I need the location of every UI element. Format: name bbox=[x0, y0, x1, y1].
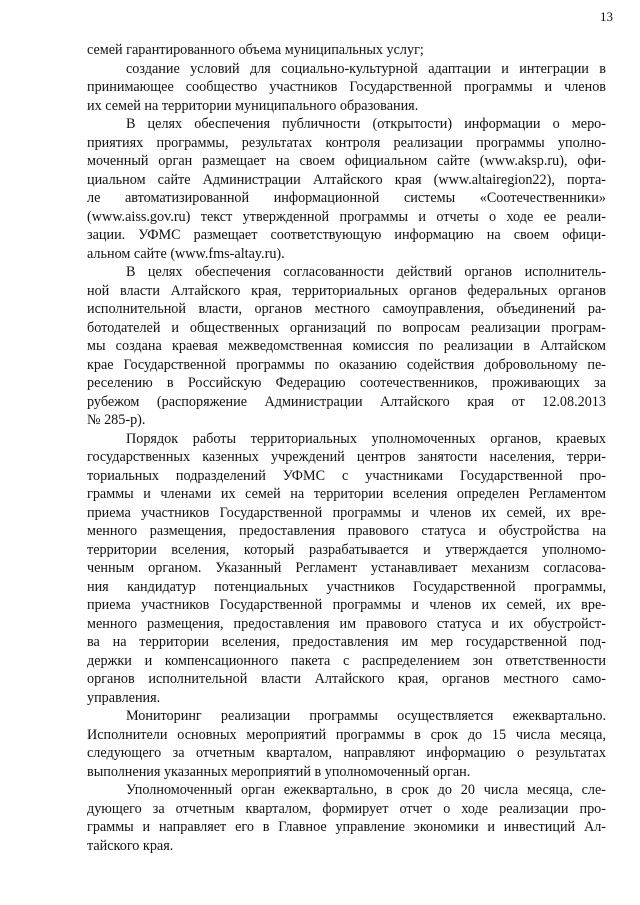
text-line: Уполномоченный орган ежеквартально, в срок до 20 числа месяца, сле- bbox=[126, 782, 606, 798]
text-line: семей гарантированного объема муниципальных услуг; bbox=[87, 42, 424, 58]
text-line: циальном сайте Администрации Алтайского края (www.altairegion22), порта- bbox=[87, 171, 606, 188]
text-line: их семей на территории муниципального образования. bbox=[87, 97, 419, 114]
paragraph bbox=[87, 263, 606, 430]
text-line: тайского края. bbox=[87, 837, 174, 854]
text-line: дующего за отчетным кварталом, формирует отчет о ходе реализации про- bbox=[87, 800, 606, 817]
paragraph bbox=[87, 60, 606, 116]
text-line: государственных казенных учреждений центров занятости населения, терри- bbox=[87, 449, 606, 465]
paragraph bbox=[87, 707, 606, 781]
text-line: ле автоматизированной информационной системы «Соотечественники» bbox=[87, 190, 606, 206]
text-line: № 285-р). bbox=[87, 412, 146, 428]
text-line: менного размещения, предоставления им правового статуса и их обустройст- bbox=[87, 615, 606, 632]
text-line: следующего за отчетным кварталом, направляют информацию о результатах bbox=[87, 745, 606, 761]
text-line: принимающее сообщество участников Государственной программы и членов bbox=[87, 79, 606, 95]
text-line: ния кандидатур потенциальных участников Государственной программы, bbox=[87, 578, 606, 595]
paragraph bbox=[87, 41, 606, 60]
text-line: ботодателей и общественных организаций по вопросам реализации програм- bbox=[87, 319, 606, 336]
text-line: альном сайте (www.fms-altay.ru). bbox=[87, 245, 285, 262]
text-line: территории вселения, который разрабатывается и утверждается уполномо- bbox=[87, 541, 606, 558]
text-line: В целях обеспечения согласованности действий органов исполнитель- bbox=[126, 264, 606, 280]
text-line: В целях обеспечения публичности (открытости) информации о меро- bbox=[126, 116, 606, 132]
text-line: приема участников Государственной программы и членов их семей, их вре- bbox=[87, 597, 606, 613]
text-line: моченный орган размещает на своем официальном сайте (www.aksp.ru), офи- bbox=[87, 153, 606, 169]
page-number: 13 bbox=[600, 9, 613, 24]
text-line: граммы и членами их семей на территории вселения определен Регламентом bbox=[87, 486, 606, 502]
text-line: приема участников Государственной программы и членов их семей, их вре- bbox=[87, 504, 606, 521]
text-line: ториальных подразделений УФМС с участниками Государственной про- bbox=[87, 467, 606, 484]
text-line: органов исполнительной власти Алтайского края, органов местного само- bbox=[87, 671, 606, 687]
text-line: держки и компенсационного пакета с распределением зон ответственности bbox=[87, 652, 606, 669]
text-line: ченным органом. Указанный Регламент устанавливает механизм согласова- bbox=[87, 560, 606, 576]
text-line: мы создана краевая межведомственная комиссия по реализации в Алтайском bbox=[87, 338, 606, 354]
text-line: Мониторинг реализации программы осуществляется ежеквартально. bbox=[126, 708, 606, 724]
text-line: выполнения указанных мероприятий в уполномоченный орган. bbox=[87, 763, 471, 780]
text-line: реселению в Российскую Федерацию соотечественников, проживающих за bbox=[87, 375, 606, 391]
paragraph bbox=[87, 430, 606, 708]
paragraph bbox=[87, 115, 606, 263]
text-line: зации. УФМС размещает соответствующую информацию на своем офици- bbox=[87, 227, 606, 243]
text-line: управления. bbox=[87, 689, 161, 706]
text-line: менного размещения, предоставления правового статуса и обустройства на bbox=[87, 523, 606, 539]
text-line: рубежом (распоряжение Администрации Алтайского края от 12.08.2013 bbox=[87, 393, 606, 410]
text-line: создание условий для социально-культурной адаптации и интеграции в bbox=[126, 60, 606, 77]
text-line: Порядок работы территориальных уполномоченных органов, краевых bbox=[126, 430, 606, 447]
text-line: приятиях программы, результатах контроля реализации программы уполно- bbox=[87, 134, 606, 151]
text-line: крае Государственной программы по оказанию содействия добровольному пе- bbox=[87, 356, 606, 373]
text-line: (www.aiss.gov.ru) текст утвержденной программы и отчеты о ходе ее реали- bbox=[87, 208, 606, 225]
text-line: исполнительной власти, органов местного самоуправления, объединений ра- bbox=[87, 301, 606, 317]
document-body bbox=[87, 41, 606, 855]
paragraph bbox=[87, 781, 606, 855]
text-line: ва на территории вселения, предоставления им мер государственной под- bbox=[87, 634, 606, 650]
text-line: Исполнители основных мероприятий программы в срок до 15 числа месяца, bbox=[87, 726, 606, 743]
text-line: граммы и направляет его в Главное управление экономики и инвестиций Ал- bbox=[87, 819, 606, 835]
text-line: ной власти Алтайского края, территориальных органов федеральных органов bbox=[87, 282, 606, 299]
